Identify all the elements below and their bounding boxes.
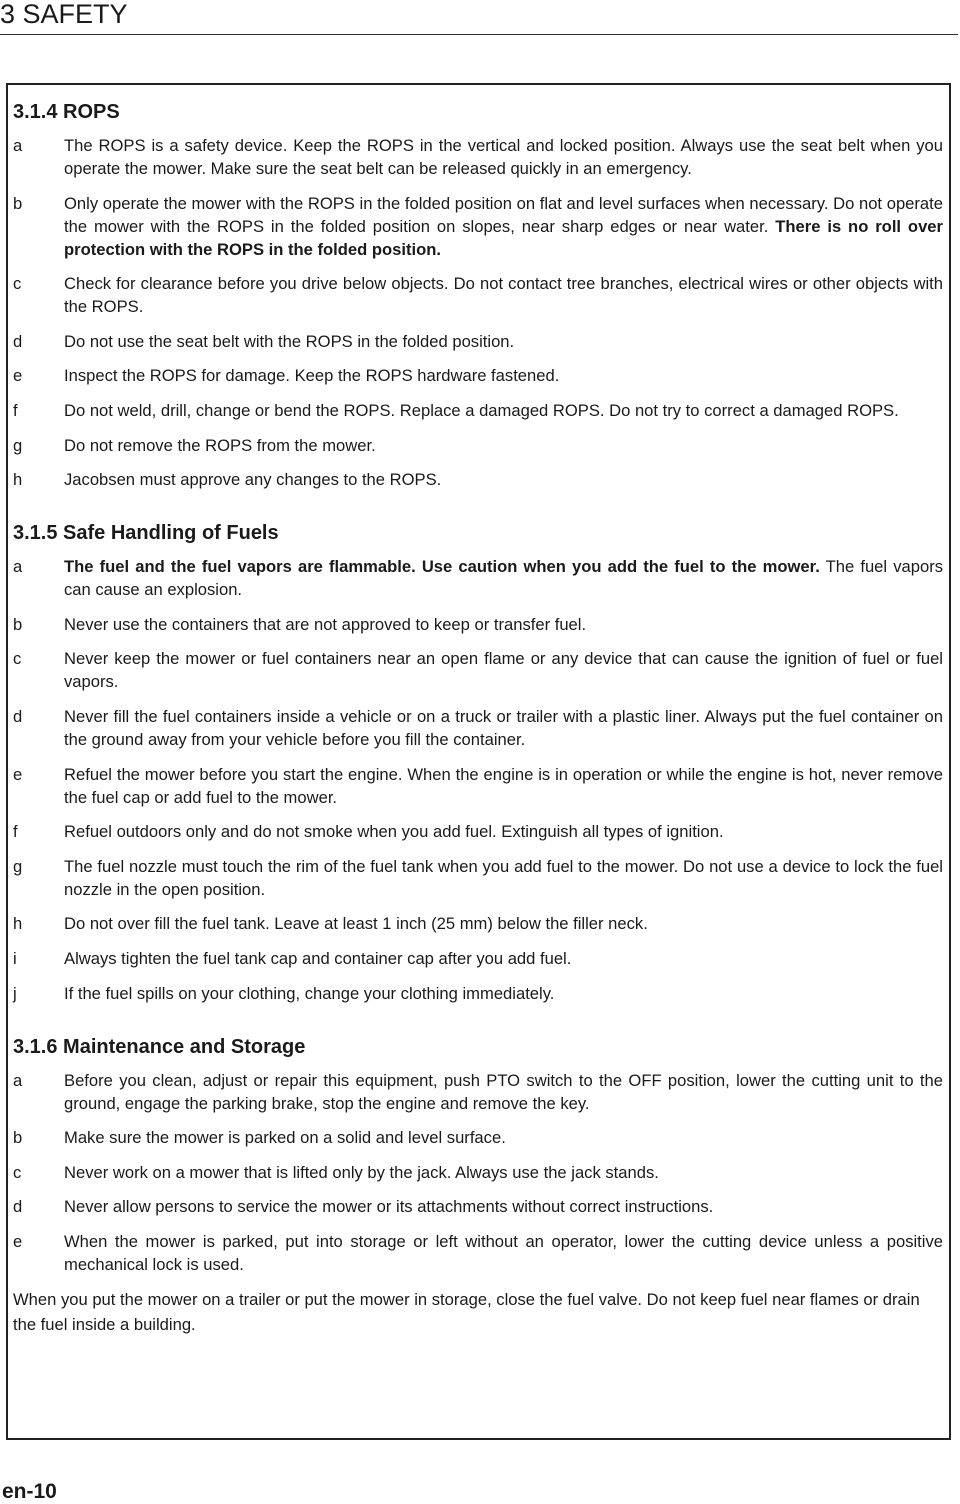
- item-body: Do not remove the ROPS from the mower.: [64, 435, 376, 455]
- item-text: [64, 763, 943, 809]
- item-text: [64, 1230, 943, 1276]
- section-title: 3.1.5 Safe Handling of Fuels: [13, 522, 279, 545]
- list-item: [13, 855, 943, 901]
- item-body: If the fuel spills on your clothing, change your clothing immediately.: [64, 983, 555, 1003]
- safety-list: [13, 1069, 943, 1276]
- item-body: Only operate the mower with the ROPS in the folded position on flat and level surfaces when necessary. Do not operate the mower with the ROPS in the folded position on slopes, near sharp edges or near water.: [64, 193, 943, 236]
- item-bold-lead: The fuel and the fuel vapors are flammable. Use caution when you add the fuel to the mower.: [64, 557, 820, 577]
- list-item: [13, 1161, 943, 1184]
- item-letter: f: [13, 400, 18, 420]
- list-item: [13, 1195, 943, 1218]
- list-item: [13, 134, 943, 180]
- item-letter: d: [13, 706, 23, 726]
- list-item: [13, 272, 943, 318]
- section-note: When you put the mower on a trailer or put the mower in storage, close the fuel valve. Do not keep fuel near flames or drain the fuel inside a building.: [13, 1290, 920, 1335]
- list-item: [13, 912, 943, 935]
- item-letter: c: [13, 274, 22, 294]
- item-body: Never use the containers that are not approved to keep or transfer fuel.: [64, 614, 587, 634]
- item-text: [64, 364, 943, 387]
- list-item: [13, 1126, 943, 1149]
- item-text: [64, 434, 943, 457]
- item-text: [64, 1069, 943, 1115]
- item-body: Do not use the seat belt with the ROPS in the folded position.: [64, 331, 515, 351]
- item-letter: j: [13, 983, 17, 1003]
- item-letter: e: [13, 366, 23, 386]
- item-text: [64, 468, 943, 491]
- item-body: Check for clearance before you drive below objects. Do not contact tree branches, electrical wires or other objects with the ROPS.: [64, 274, 943, 317]
- list-item: [13, 434, 943, 457]
- item-letter: g: [13, 435, 23, 455]
- item-letter: h: [13, 914, 23, 934]
- item-text: [64, 613, 943, 636]
- item-body: Before you clean, adjust or repair this equipment, push PTO switch to the OFF position, lower the cutting unit to the ground, engage the parking brake, stop the engine and remove the key.: [64, 1070, 943, 1113]
- section-title: 3.1.4 ROPS: [13, 101, 120, 123]
- item-body: Do not weld, drill, change or bend the ROPS. Replace a damaged ROPS. Do not try to correct a damaged ROPS.: [64, 400, 899, 420]
- list-item: [13, 613, 943, 636]
- item-body: The ROPS is a safety device. Keep the ROPS in the vertical and locked position. Always use the seat belt when you operate the mower. Make sure the seat belt can be released quickly in an emergency.: [64, 136, 943, 178]
- list-item: [13, 763, 943, 809]
- item-text: [64, 705, 943, 751]
- item-text: [64, 1126, 943, 1149]
- item-text: [64, 647, 943, 693]
- item-text: [64, 1195, 943, 1218]
- page-header: [0, 0, 958, 35]
- list-item: [13, 705, 943, 751]
- section-title: 3.1.6 Maintenance and Storage: [13, 1035, 306, 1058]
- list-item: [13, 647, 943, 693]
- section: [13, 100, 943, 491]
- item-body: Do not over fill the fuel tank. Leave at least 1 inch (25 mm) below the filler neck.: [64, 914, 648, 934]
- item-text: [64, 192, 943, 261]
- list-item: [13, 982, 943, 1005]
- item-letter: a: [13, 136, 23, 155]
- item-text: [64, 555, 943, 601]
- item-text: [64, 272, 943, 318]
- item-letter: d: [13, 331, 23, 351]
- item-letter: b: [13, 1128, 23, 1148]
- item-letter: c: [13, 1162, 22, 1182]
- item-letter: c: [13, 649, 22, 669]
- page-number: en-10: [2, 1480, 57, 1503]
- item-letter: d: [13, 1197, 23, 1217]
- item-letter: e: [13, 1231, 23, 1251]
- list-item: [13, 947, 943, 970]
- item-body: Make sure the mower is parked on a solid and level surface.: [64, 1128, 506, 1148]
- item-body: Never work on a mower that is lifted only by the jack. Always use the jack stands.: [64, 1162, 659, 1182]
- item-text: [64, 982, 943, 1005]
- list-item: [13, 364, 943, 387]
- item-body: Never allow persons to service the mower or its attachments without correct instructions.: [64, 1197, 714, 1217]
- item-body: When the mower is parked, put into storage or left without an operator, lower the cutting device unless a positive mechanical lock is used.: [64, 1231, 943, 1274]
- list-item: [13, 820, 943, 843]
- list-item: [13, 192, 943, 261]
- item-body: Always tighten the fuel tank cap and container cap after you add fuel.: [64, 948, 572, 968]
- item-text: [64, 947, 943, 970]
- item-letter: g: [13, 856, 23, 876]
- safety-list: [13, 134, 943, 491]
- item-body: Inspect the ROPS for damage. Keep the ROPS hardware fastened.: [64, 366, 560, 386]
- item-letter: h: [13, 470, 23, 490]
- item-body: Never fill the fuel containers inside a vehicle or on a truck or trailer with a plastic liner. Always put the fuel container on the ground away from your vehicle before you fill the container.: [64, 706, 943, 749]
- list-item: [13, 1069, 943, 1115]
- item-text: [64, 820, 943, 843]
- chapter-title: 3 SAFETY: [0, 0, 128, 29]
- item-text: [64, 134, 943, 180]
- item-body: Jacobsen must approve any changes to the ROPS.: [64, 470, 442, 490]
- safety-list: [13, 555, 943, 1004]
- item-letter: b: [13, 614, 23, 634]
- list-item: [13, 468, 943, 491]
- item-body: Refuel outdoors only and do not smoke when you add fuel. Extinguish all types of ignition.: [64, 822, 724, 842]
- item-letter: a: [13, 557, 23, 577]
- item-text: [64, 1161, 943, 1184]
- section: [13, 521, 943, 1004]
- item-body: The fuel nozzle must touch the rim of the fuel tank when you add fuel to the mower. Do not use a device to lock the fuel nozzle in the open position.: [64, 856, 943, 899]
- item-letter: e: [13, 764, 23, 784]
- safety-content-box: [6, 83, 951, 1440]
- list-item: [13, 399, 943, 422]
- section: [13, 1035, 943, 1338]
- item-text: [64, 912, 943, 935]
- list-item: [13, 330, 943, 353]
- item-bold-tail: There is no roll over protection with the ROPS in the folded position.: [64, 216, 943, 259]
- item-body: Refuel the mower before you start the engine. When the engine is in operation or while the engine is hot, never remove the fuel cap or add fuel to the mower.: [64, 764, 943, 807]
- list-item: [13, 1230, 943, 1276]
- list-item: [13, 555, 943, 601]
- item-body: Never keep the mower or fuel containers near an open flame or any device that can cause the ignition of fuel or fuel vapors.: [64, 649, 943, 692]
- item-letter: a: [13, 1070, 23, 1090]
- item-letter: f: [13, 822, 18, 842]
- item-letter: b: [13, 193, 23, 213]
- item-body: The fuel vapors can cause an explosion.: [64, 557, 944, 600]
- item-letter: i: [13, 948, 17, 968]
- item-text: [64, 330, 943, 353]
- item-text: [64, 399, 943, 422]
- item-text: [64, 855, 943, 901]
